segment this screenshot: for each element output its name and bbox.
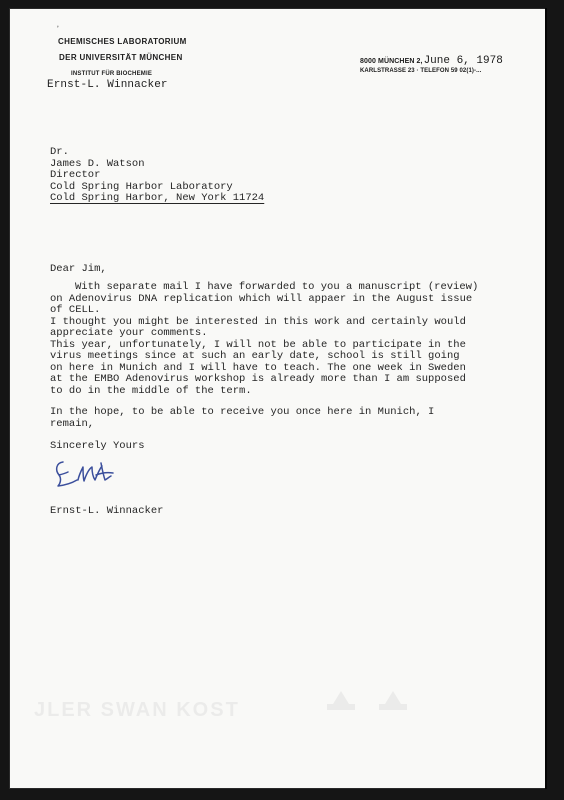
signature-name: Ernst-L. Winnacker (50, 505, 164, 517)
salutation: Dear Jim, (50, 262, 107, 275)
letter-date: June 6, 1978 (423, 55, 503, 67)
body-line: virus meetings since at such an early date, school is still going (50, 350, 460, 362)
body-line: appreciate your comments. (50, 327, 208, 339)
body-line: This year, unfortunately, I will not be able to participate in the (50, 338, 466, 351)
recipient-line: Dr. (50, 146, 69, 158)
letterhead-line-1: CHEMISCHES LABORATORIUM (58, 37, 187, 46)
address-block (360, 55, 540, 74)
ink-tick-mark: ʼ (57, 25, 59, 34)
letterhead (47, 25, 277, 91)
body-line: to do in the middle of the term. (50, 384, 252, 397)
recipient-line: Cold Spring Harbor Laboratory (50, 180, 233, 193)
recipient-block (50, 147, 525, 205)
body-line: of CELL. (50, 304, 101, 316)
letter-body (50, 147, 525, 453)
letterhead-line-2: DER UNIVERSITÄT MÜNCHEN (59, 53, 183, 62)
body-line: on here in Munich and I will have to teach. The one week in Sweden (50, 361, 466, 374)
handwritten-signature (53, 455, 123, 491)
body-text (50, 282, 525, 397)
closing-line: remain, (50, 417, 95, 430)
city-text: 8000 MÜNCHEN 2, (360, 58, 423, 65)
closing-paragraph (50, 407, 525, 430)
recipient-line: James D. Watson (50, 157, 145, 170)
paper-watermark (29, 686, 529, 726)
street-phone: KARLSTRASSE 23 · TELEFON 59 02(1)-... (360, 68, 482, 74)
body-line: on Adenovirus DNA replication which will appaer in the August issue (50, 292, 473, 305)
recipient-line: Director (50, 169, 101, 181)
sender-name: Ernst-L. Winnacker (47, 79, 168, 91)
signoff: Sincerely Yours (50, 440, 145, 452)
closing-line: In the hope, to be able to receive you once here in Munich, I (50, 406, 435, 418)
body-line: I thought you might be interested in this work and certainly would (50, 315, 466, 328)
page-edge (545, 8, 547, 789)
city-date-line (360, 55, 540, 67)
watermark-emblem-icon (327, 691, 407, 710)
body-line: With separate mail I have forwarded to you a manuscript (review) (75, 281, 479, 293)
letterhead-line-3: INSTITUT FÜR BIOCHEMIE (71, 71, 153, 77)
watermark-text: JLER SWAN KOST (34, 699, 240, 721)
body-line: at the EMBO Adenovirus workshop is already more than I am supposed (50, 373, 466, 385)
recipient-line: Cold Spring Harbor, New York 11724 (50, 192, 265, 204)
